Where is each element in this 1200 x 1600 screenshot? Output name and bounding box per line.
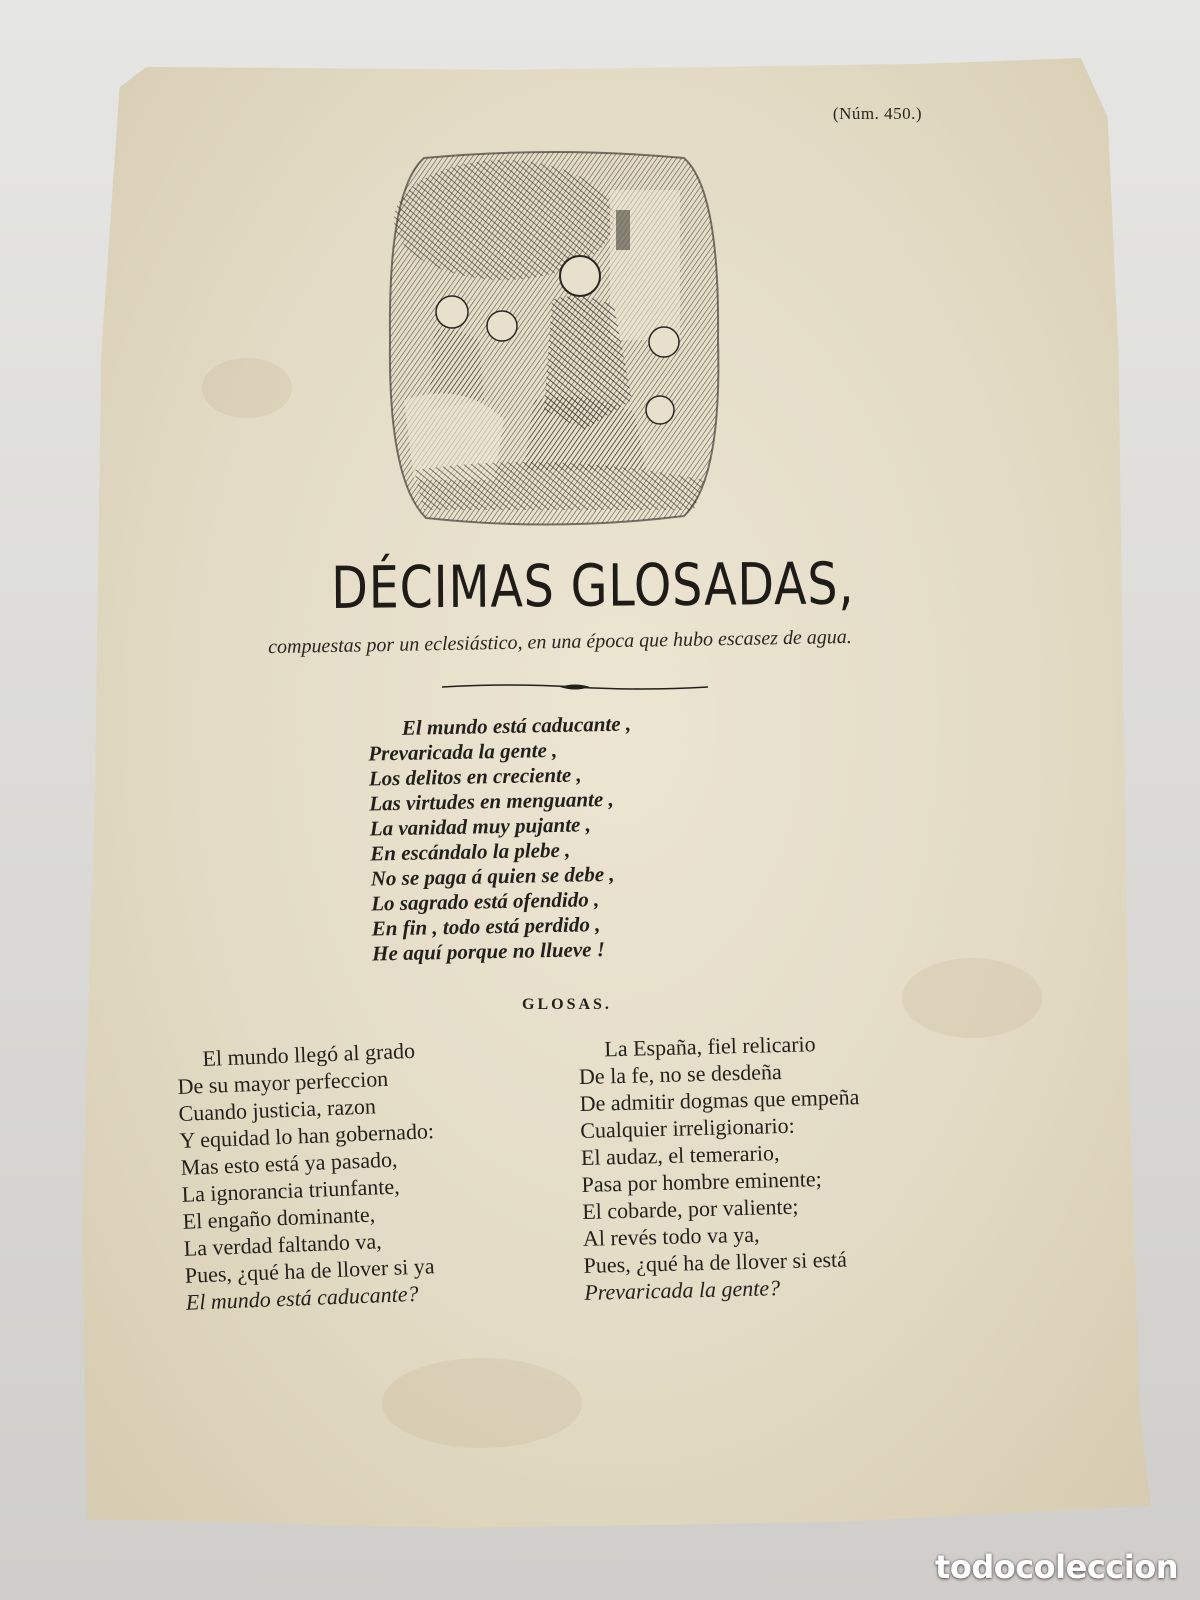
gloss-line: La verdad faltando va,	[183, 1228, 383, 1261]
paper-stain	[382, 1358, 582, 1448]
decima-line: La vanidad muy pujante ,	[369, 812, 592, 841]
woodcut-illustration-icon	[384, 150, 724, 528]
gloss-line: Pues, ¿qué ha de llover si está	[583, 1246, 848, 1278]
decima-line: El mundo está caducante ,	[401, 711, 632, 740]
decima-line: No se paga á quien se debe ,	[370, 861, 615, 891]
gloss-line: La ignorancia triunfante,	[181, 1173, 401, 1207]
gloss-line: Cualquier irreligionario:	[580, 1112, 795, 1143]
gloss-line: De la fe, no se desdeña	[578, 1059, 783, 1089]
paper-stain	[202, 358, 292, 418]
decima-line: Lo sagrado está ofendido ,	[370, 887, 600, 916]
gloss-line: Mas esto está ya pasado,	[180, 1146, 398, 1180]
gloss-line: El mundo está caducante?	[185, 1280, 419, 1315]
document-title: DÉCIMAS GLOSADAS,	[331, 549, 855, 622]
decima-line: Las virtudes en menguante ,	[369, 786, 614, 816]
gloss-right-column	[578, 1029, 864, 1306]
gloss-line: Y equidad lo han gobernado:	[179, 1118, 435, 1153]
decima-line: Prevaricada la gente ,	[368, 737, 558, 766]
ornamental-rule	[440, 681, 710, 693]
gloss-line: De su mayor perfeccion	[177, 1065, 389, 1099]
site-watermark: todocoleccion	[935, 1548, 1178, 1586]
gloss-line: De admitir dogmas que empeña	[579, 1084, 860, 1116]
gloss-line: El cobarde, por valiente;	[581, 1193, 799, 1224]
gloss-left-column	[176, 1036, 441, 1316]
decima-line: En fin , todo está perdido ,	[371, 912, 601, 941]
gloss-line: Al revés todo va ya,	[582, 1221, 760, 1251]
gloss-line: El audaz, el temerario,	[580, 1140, 780, 1170]
decima-line: En escándalo la plebe ,	[370, 837, 571, 866]
issue-number: (Núm. 450.)	[832, 104, 922, 123]
gloss-line: Prevaricada la gente?	[583, 1275, 781, 1305]
gloss-line: Cuando justicia, razon	[178, 1093, 377, 1126]
document-subtitle: compuestas por un eclesiástico, en una época que hubo escasez de agua.	[267, 625, 853, 659]
decima-stanza	[368, 711, 636, 966]
gloss-line: Pasa por hombre eminente;	[581, 1166, 822, 1197]
glosas-heading: GLOSAS.	[522, 996, 612, 1013]
gloss-line: La España, fiel relicario	[604, 1031, 816, 1062]
gloss-line: El engaño dominante,	[182, 1201, 376, 1234]
decima-line: Los delitos en creciente ,	[368, 762, 582, 791]
decima-line: He aquí porque no llueve !	[371, 937, 606, 966]
paper-stain	[902, 958, 1042, 1038]
gloss-line: Pues, ¿qué ha de llover si ya	[184, 1253, 435, 1288]
gloss-line: El mundo llegó al grado	[202, 1037, 416, 1071]
